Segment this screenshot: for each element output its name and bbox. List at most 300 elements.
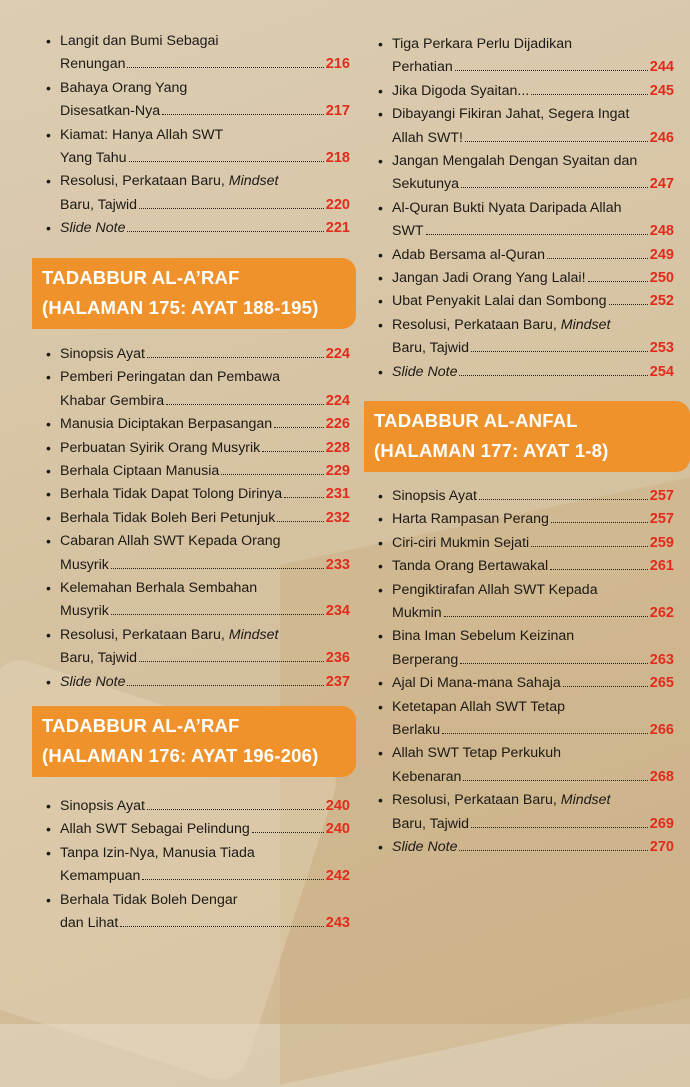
page-number: 257 <box>649 511 674 528</box>
dot-leader <box>277 521 323 522</box>
toc-entry-line <box>392 197 674 220</box>
toc-entry-line <box>392 56 674 79</box>
toc-entry-title: Kelemahan Berhala Sembahan <box>60 580 258 597</box>
toc-entry-line <box>392 625 674 648</box>
toc-entry-title: Kemampuan <box>60 868 141 885</box>
bullet-icon: • <box>378 488 383 504</box>
dot-leader <box>111 568 324 569</box>
bullet-icon: • <box>46 79 51 96</box>
toc-entry-title: Berhala Ciptaan Manusia <box>60 463 220 480</box>
page-number: 242 <box>325 868 350 885</box>
toc-entry-title: Berhala Tidak Boleh Beri Petunjuk <box>60 509 276 526</box>
dot-leader <box>426 234 648 235</box>
bullet-icon: • <box>46 126 51 143</box>
toc-entry-title: Adab Bersama al-Quran <box>392 246 545 263</box>
page-number: 252 <box>649 293 674 310</box>
toc-entry-title: Slide Note <box>60 220 126 237</box>
page-number: 247 <box>649 176 674 193</box>
toc-entry-title: SWT <box>392 223 424 240</box>
dot-leader <box>459 375 647 376</box>
toc-entry-title: Baru, Tajwid <box>392 340 470 357</box>
toc-entry-line <box>60 170 350 193</box>
toc-entry-title: Baru, Tajwid <box>60 650 138 667</box>
toc-entry-line <box>60 600 350 623</box>
toc-entry[interactable] <box>44 818 350 841</box>
page-number: 237 <box>325 673 350 690</box>
toc-entry[interactable] <box>376 836 674 859</box>
toc-list <box>44 30 350 241</box>
toc-entry-title: Ciri-ciri Mukmin Sejati <box>392 534 530 551</box>
toc-entry-title: Baru, Tajwid <box>392 815 470 832</box>
section-banner <box>32 706 356 777</box>
toc-entry-title: Renungan <box>60 56 126 73</box>
toc-entry-title: Langit dan Bumi Sebagai <box>60 33 219 49</box>
bullet-icon: • <box>46 220 51 237</box>
bullet-icon: • <box>46 798 51 814</box>
toc-entry-title: Musyrik <box>60 603 109 620</box>
page-number: 221 <box>325 220 350 237</box>
page-number: 217 <box>325 103 350 120</box>
dot-leader <box>471 827 648 828</box>
toc-entry-title: Harta Rampasan Perang <box>392 511 549 528</box>
page-number: 266 <box>649 722 674 739</box>
section-title: TADABBUR AL-ANFAL <box>374 410 578 431</box>
toc-entry[interactable] <box>376 555 674 578</box>
toc-entry-title: Al-Quran Bukti Nyata Daripada Allah <box>392 199 622 216</box>
bullet-icon: • <box>378 153 383 170</box>
page-number: 229 <box>325 463 350 480</box>
toc-entry-line <box>60 624 350 647</box>
toc-entry-title: Perbuatan Syirik Orang Musyrik <box>60 439 261 456</box>
toc-entry-title: Tanpa Izin-Nya, Manusia Tiada <box>60 844 255 861</box>
toc-entry-title: Bahaya Orang Yang <box>60 79 188 96</box>
toc-entry-title: Sekutunya <box>392 176 460 193</box>
right-column <box>376 0 674 1024</box>
toc-entry-line <box>60 647 350 670</box>
page-number: 269 <box>649 815 674 832</box>
dot-leader <box>127 231 323 232</box>
bullet-icon: • <box>46 844 51 861</box>
toc-entry-title: Allah SWT! <box>392 129 463 146</box>
bullet-icon: • <box>46 580 51 597</box>
toc-entry-line <box>392 672 674 695</box>
toc-entry-title: Allah SWT Tetap Perkukuh <box>392 745 562 762</box>
bullet-icon: • <box>378 745 383 762</box>
toc-entry[interactable] <box>376 361 674 384</box>
toc-entry-line <box>392 719 674 742</box>
toc-entry-title: dan Lihat <box>60 915 119 932</box>
toc-entry[interactable] <box>376 197 674 244</box>
dot-leader <box>127 685 323 686</box>
dot-leader <box>465 141 648 142</box>
toc-entry-title: Dibayangi Fikiran Jahat, Segera Ingat <box>392 106 630 123</box>
toc-entry[interactable] <box>376 625 674 672</box>
toc-entry-line <box>60 30 350 53</box>
dot-leader <box>442 733 648 734</box>
dot-leader <box>531 94 648 95</box>
toc-entry-line <box>392 267 674 290</box>
bullet-icon: • <box>46 33 51 49</box>
dot-leader <box>221 474 323 475</box>
toc-entry[interactable] <box>44 842 350 889</box>
page-number: 248 <box>649 223 674 240</box>
page-number: 220 <box>325 196 350 213</box>
dot-leader <box>547 258 648 259</box>
section-title: TADABBUR AL-A’RAF <box>42 715 240 736</box>
toc-entry-line <box>60 530 350 553</box>
dot-leader <box>262 451 324 452</box>
toc-entry[interactable] <box>44 460 350 483</box>
toc-entry-title: Sinopsis Ayat <box>60 798 145 814</box>
toc-entry-line <box>60 390 350 413</box>
toc-entry[interactable] <box>376 150 674 197</box>
toc-entry-title: Jika Digoda Syaitan... <box>392 82 530 99</box>
toc-entry-title: Jangan Jadi Orang Yang Lalai! <box>392 270 586 287</box>
dot-leader <box>274 427 324 428</box>
page-number: 233 <box>325 556 350 573</box>
toc-entry[interactable] <box>44 437 350 460</box>
bullet-icon: • <box>46 673 51 690</box>
toc-entry-title: Bina Iman Sebelum Keizinan <box>392 628 575 645</box>
toc-entry-title: Berlaku <box>392 722 441 739</box>
dot-leader <box>444 616 648 617</box>
bullet-icon: • <box>378 792 383 809</box>
page-number: 234 <box>325 603 350 620</box>
toc-entry-title: Ubat Penyakit Lalai dan Sombong <box>392 293 607 310</box>
toc-entry[interactable] <box>44 671 350 694</box>
toc-entry[interactable] <box>44 413 350 436</box>
dot-leader <box>147 357 324 358</box>
toc-entry[interactable] <box>44 30 350 77</box>
toc-entry-line <box>392 766 674 789</box>
toc-list <box>376 33 674 384</box>
toc-entry-title: Tiga Perkara Perlu Dijadikan <box>392 36 573 52</box>
dot-leader <box>129 161 324 162</box>
section-subtitle: (HALAMAN 175: AYAT 188-195) <box>42 297 319 318</box>
toc-entry-line <box>60 818 350 841</box>
page-number: 250 <box>649 270 674 287</box>
dot-leader <box>461 187 648 188</box>
page-number: 226 <box>325 416 350 433</box>
toc-entry[interactable] <box>44 577 350 624</box>
bullet-icon: • <box>378 36 383 52</box>
toc-entry[interactable] <box>44 366 350 413</box>
dot-leader <box>550 569 648 570</box>
dot-leader <box>479 499 648 500</box>
bullet-icon: • <box>46 509 51 526</box>
toc-entry-line <box>392 103 674 126</box>
toc-entry-line <box>60 217 350 240</box>
toc-entry-line <box>392 789 674 812</box>
toc-entry-line <box>392 220 674 243</box>
bullet-icon: • <box>378 581 383 598</box>
dot-leader <box>531 546 648 547</box>
toc-entry-line <box>392 127 674 150</box>
toc-entry-line <box>392 33 674 56</box>
page-number: 244 <box>649 59 674 76</box>
section-title: TADABBUR AL-A’RAF <box>42 267 240 288</box>
toc-entry-line <box>60 795 350 818</box>
dot-leader <box>252 832 324 833</box>
toc-entry-line <box>392 742 674 765</box>
toc-entry-line <box>60 912 350 935</box>
toc-entry-line <box>60 865 350 888</box>
bullet-icon: • <box>46 346 51 362</box>
toc-entry[interactable] <box>376 103 674 150</box>
toc-entry-line <box>392 532 674 555</box>
toc-entry-title: Pengiktirafan Allah SWT Kepada <box>392 581 598 598</box>
bullet-icon: • <box>46 439 51 456</box>
toc-entry-line <box>60 343 350 366</box>
toc-entry-title: Baru, Tajwid <box>60 196 138 213</box>
toc-entry-line <box>60 77 350 100</box>
toc-entry-line <box>60 124 350 147</box>
toc-entry-line <box>60 100 350 123</box>
toc-entry-title: Tanda Orang Bertawakal <box>392 558 549 575</box>
page-number: 265 <box>649 675 674 692</box>
toc-entry-title: Slide Note <box>392 839 458 856</box>
bullet-icon: • <box>378 246 383 263</box>
page-number: 243 <box>325 915 350 932</box>
page-number: 218 <box>325 150 350 167</box>
toc-entry-title: Berhala Tidak Dapat Tolong Dirinya <box>60 486 283 503</box>
dot-leader <box>588 281 648 282</box>
toc-entry[interactable] <box>376 267 674 290</box>
page-number: 240 <box>325 821 350 838</box>
toc-entry[interactable] <box>376 485 674 508</box>
toc-entry[interactable] <box>44 507 350 530</box>
dot-leader <box>111 614 324 615</box>
toc-entry-title: Ajal Di Mana-mana Sahaja <box>392 675 561 692</box>
toc-entry-title: Sinopsis Ayat <box>392 488 477 504</box>
bullet-icon: • <box>378 82 383 99</box>
toc-entry[interactable] <box>376 290 674 313</box>
toc-entry-line <box>392 649 674 672</box>
bullet-icon: • <box>378 558 383 575</box>
dot-leader <box>284 497 324 498</box>
section-subtitle: (HALAMAN 177: AYAT 1-8) <box>374 440 609 461</box>
bullet-icon: • <box>378 698 383 715</box>
page-number: 236 <box>325 650 350 667</box>
toc-entry-line <box>60 842 350 865</box>
toc-entry[interactable] <box>376 579 674 626</box>
bullet-icon: • <box>378 316 383 333</box>
toc-entry-line <box>60 483 350 506</box>
toc-entry-line <box>392 150 674 173</box>
bullet-icon: • <box>46 416 51 433</box>
toc-entry-title: Pemberi Peringatan dan Pembawa <box>60 369 281 386</box>
dot-leader <box>460 663 648 664</box>
toc-entry-title: Cabaran Allah SWT Kepada Orang <box>60 533 281 550</box>
toc-entry[interactable] <box>376 672 674 695</box>
bullet-icon: • <box>378 270 383 287</box>
dot-leader <box>459 850 647 851</box>
toc-entry[interactable] <box>376 789 674 836</box>
toc-entry[interactable] <box>376 532 674 555</box>
page-number: 257 <box>649 488 674 504</box>
toc-entry-line <box>60 460 350 483</box>
toc-entry-title: Sinopsis Ayat <box>60 346 145 362</box>
dot-leader <box>166 404 324 405</box>
toc-entry-title: Resolusi, Perkataan Baru, Mindset <box>60 626 279 643</box>
toc-entry-line <box>60 413 350 436</box>
page-number: 240 <box>325 798 350 814</box>
toc-entry-title: Resolusi, Perkataan Baru, Mindset <box>392 792 611 809</box>
toc-list <box>376 485 674 860</box>
toc-entry[interactable] <box>376 742 674 789</box>
dot-leader <box>142 879 323 880</box>
dot-leader <box>463 780 647 781</box>
toc-entry-line <box>60 53 350 76</box>
toc-entry-title: Slide Note <box>60 673 126 690</box>
page-number: 270 <box>649 839 674 856</box>
toc-entry[interactable] <box>376 80 674 103</box>
bullet-icon: • <box>46 173 51 190</box>
toc-entry[interactable] <box>376 508 674 531</box>
dot-leader <box>120 926 323 927</box>
toc-entry-line <box>60 147 350 170</box>
toc-entry[interactable] <box>44 343 350 366</box>
dot-leader <box>455 70 648 71</box>
bullet-icon: • <box>378 628 383 645</box>
toc-entry-line <box>392 602 674 625</box>
toc-entry-title: Manusia Diciptakan Berpasangan <box>60 416 273 433</box>
toc-entry-line <box>392 290 674 313</box>
toc-entry[interactable] <box>376 696 674 743</box>
bullet-icon: • <box>378 511 383 528</box>
toc-entry-line <box>60 577 350 600</box>
bullet-icon: • <box>378 675 383 692</box>
page-number: 245 <box>649 82 674 99</box>
toc-entry-title: Kebenaran <box>392 768 462 785</box>
bullet-icon: • <box>46 463 51 480</box>
toc-entry[interactable] <box>44 217 350 240</box>
dot-leader <box>609 304 648 305</box>
bullet-icon: • <box>46 821 51 838</box>
page-number: 224 <box>325 392 350 409</box>
toc-entry-title: Resolusi, Perkataan Baru, Mindset <box>60 173 279 190</box>
toc-entry-title: Resolusi, Perkataan Baru, Mindset <box>392 316 611 333</box>
page-number: 231 <box>325 486 350 503</box>
toc-entry[interactable] <box>44 795 350 818</box>
bullet-icon: • <box>46 626 51 643</box>
toc-entry[interactable] <box>44 483 350 506</box>
toc-entry-title: Musyrik <box>60 556 109 573</box>
toc-entry-title: Berhala Tidak Boleh Dengar <box>60 891 238 908</box>
dot-leader <box>139 661 324 662</box>
toc-entry-title: Jangan Mengalah Dengan Syaitan dan <box>392 153 638 170</box>
page-number: 246 <box>649 129 674 146</box>
page-number: 254 <box>649 363 674 380</box>
toc-entry-line <box>392 173 674 196</box>
toc-entry-line <box>392 836 674 859</box>
page-number: 263 <box>649 651 674 668</box>
bullet-icon: • <box>46 533 51 550</box>
toc-entry-line <box>392 579 674 602</box>
toc-entry-title: Kiamat: Hanya Allah SWT <box>60 126 224 143</box>
toc-entry-line <box>60 366 350 389</box>
page-number: 262 <box>649 605 674 622</box>
toc-entry-line <box>60 889 350 912</box>
toc-entry-line <box>392 696 674 719</box>
toc-entry-title: Mukmin <box>392 605 442 622</box>
page-number: 216 <box>325 56 350 73</box>
toc-entry[interactable] <box>44 77 350 124</box>
toc-list <box>44 343 350 694</box>
toc-entry-line <box>60 194 350 217</box>
section-banner <box>364 401 690 472</box>
bullet-icon: • <box>378 199 383 216</box>
toc-entry-title: Yang Tahu <box>60 150 127 167</box>
toc-entry-line <box>392 361 674 384</box>
page-number: 228 <box>325 439 350 456</box>
toc-entry-line <box>392 555 674 578</box>
toc-entry-line <box>392 508 674 531</box>
toc-entry[interactable] <box>44 530 350 577</box>
toc-entry-line <box>392 485 674 508</box>
page-number: 261 <box>649 558 674 575</box>
toc-entry-line <box>60 554 350 577</box>
section-banner <box>32 258 356 329</box>
left-column <box>44 0 350 1024</box>
toc-entry-line <box>392 80 674 103</box>
toc-entry-title: Perhatian <box>392 59 453 76</box>
toc-entry-title: Berperang <box>392 651 459 668</box>
bullet-icon: • <box>378 363 383 380</box>
bullet-icon: • <box>46 369 51 386</box>
toc-entry[interactable] <box>44 124 350 171</box>
toc-entry-line <box>60 507 350 530</box>
toc-entry-title: Khabar Gembira <box>60 392 165 409</box>
dot-leader <box>563 686 648 687</box>
bullet-icon: • <box>378 839 383 856</box>
bullet-icon: • <box>46 891 51 908</box>
bullet-icon: • <box>378 106 383 123</box>
dot-leader <box>162 114 324 115</box>
page-number: 249 <box>649 246 674 263</box>
toc-entry-line <box>392 244 674 267</box>
dot-leader <box>471 351 648 352</box>
section-subtitle: (HALAMAN 176: AYAT 196-206) <box>42 745 319 766</box>
toc-entry[interactable] <box>44 624 350 671</box>
toc-entry-title: Slide Note <box>392 363 458 380</box>
bullet-icon: • <box>378 293 383 310</box>
dot-leader <box>127 67 323 68</box>
bullet-icon: • <box>46 486 51 503</box>
toc-entry-title: Allah SWT Sebagai Pelindung <box>60 821 250 838</box>
toc-entry-line <box>392 314 674 337</box>
dot-leader <box>147 809 324 810</box>
dot-leader <box>139 208 324 209</box>
page-number: 224 <box>325 346 350 362</box>
toc-entry-title: Ketetapan Allah SWT Tetap <box>392 698 565 715</box>
toc-entry[interactable] <box>376 244 674 267</box>
toc-entry[interactable] <box>376 33 674 80</box>
toc-entry-line <box>60 671 350 694</box>
toc-entry-line <box>392 337 674 360</box>
toc-entry[interactable] <box>376 314 674 361</box>
toc-entry-title: Disesatkan-Nya <box>60 103 161 120</box>
toc-entry-line <box>392 813 674 836</box>
toc-entry-line <box>60 437 350 460</box>
dot-leader <box>551 522 648 523</box>
page-number: 268 <box>649 768 674 785</box>
toc-entry[interactable] <box>44 170 350 217</box>
page-number: 259 <box>649 534 674 551</box>
bullet-icon: • <box>378 534 383 551</box>
toc-list <box>44 795 350 935</box>
toc-entry[interactable] <box>44 889 350 936</box>
